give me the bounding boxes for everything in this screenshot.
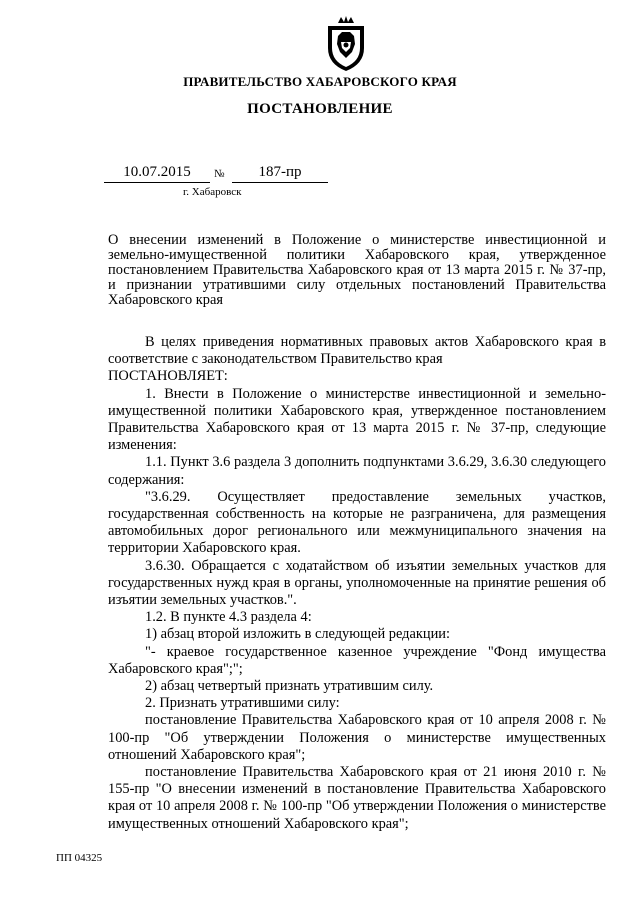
paragraph: В целях приведения нормативных правовых актов Хабаровского края в соответствие с законодательством Правительство края — [108, 334, 606, 368]
document-number: 187-пр — [232, 164, 328, 183]
paragraph: 2) абзац четвертый признать утратившим силу. — [145, 678, 434, 695]
khabarovsk-coat-of-arms-icon — [322, 14, 370, 74]
paragraph-resolves: ПОСТАНОВЛЯЕТ: — [108, 368, 228, 385]
document-subject: О внесении изменений в Положение о министерстве инвестиционной и земельно-имущественной политики Хабаровского края, утвержденное постановлением Правительства Хабаровского края от 13 марта 2015 г. № 37-пр, и признании утратившими силу отдельных постановлений Правительства Хабаровского края — [108, 232, 606, 308]
paragraph: 2. Признать утратившими силу: — [145, 695, 340, 712]
paragraph: "3.6.29. Осуществляет предоставление земельных участков, государственная собственность на которые не разграничена, для размещения автомобильных дорог регионального или межмуниципального значения на территории Хабаровского края. — [108, 488, 606, 557]
paragraph: постановление Правительства Хабаровского края от 10 апреля 2008 г. № 100-пр "Об утверждении Положения о министерстве имущественных отношений Хабаровского края"; — [108, 712, 606, 763]
paragraph: 1.1. Пункт 3.6 раздела 3 дополнить подпунктами 3.6.29, 3.6.30 следующего содержания: — [108, 454, 606, 488]
paragraph: 1.2. В пункте 4.3 раздела 4: — [145, 609, 312, 626]
footer-code: ПП 04325 — [56, 852, 103, 864]
paragraph: 1) абзац второй изложить в следующей редакции: — [145, 626, 450, 643]
city: г. Хабаровск — [183, 186, 242, 198]
document-date: 10.07.2015 — [104, 164, 210, 183]
document-body — [108, 334, 606, 833]
organization-name: ПРАВИТЕЛЬСТВО ХАБАРОВСКОГО КРАЯ — [183, 74, 457, 89]
number-sign: № — [214, 168, 225, 180]
paragraph: 1. Внести в Положение о министерстве инвестиционной и земельно-имущественной политики Хабаровского края, утвержденное постановлением Правительства Хабаровского края от 13 марта 2015 г. № 37-пр, следующие изменения: — [108, 385, 606, 454]
paragraph: "- краевое государственное казенное учреждение "Фонд имущества Хабаровского края";"; — [108, 643, 606, 677]
document-type: ПОСТАНОВЛЕНИЕ — [247, 101, 393, 117]
paragraph: 3.6.30. Обращается с ходатайством об изъятии земельных участков для государственных нужд края в органы, уполномоченные на принятие решения об изъятии земельных участков.". — [108, 557, 606, 609]
paragraph: постановление Правительства Хабаровского края от 21 июня 2010 г. № 155-пр "О внесении изменений в постановление Правительства Хабаровского края от 10 апреля 2008 г. № 100-пр "Об утверждении Положения о министерстве имущественных отношений Хабаровского края"; — [108, 764, 606, 832]
